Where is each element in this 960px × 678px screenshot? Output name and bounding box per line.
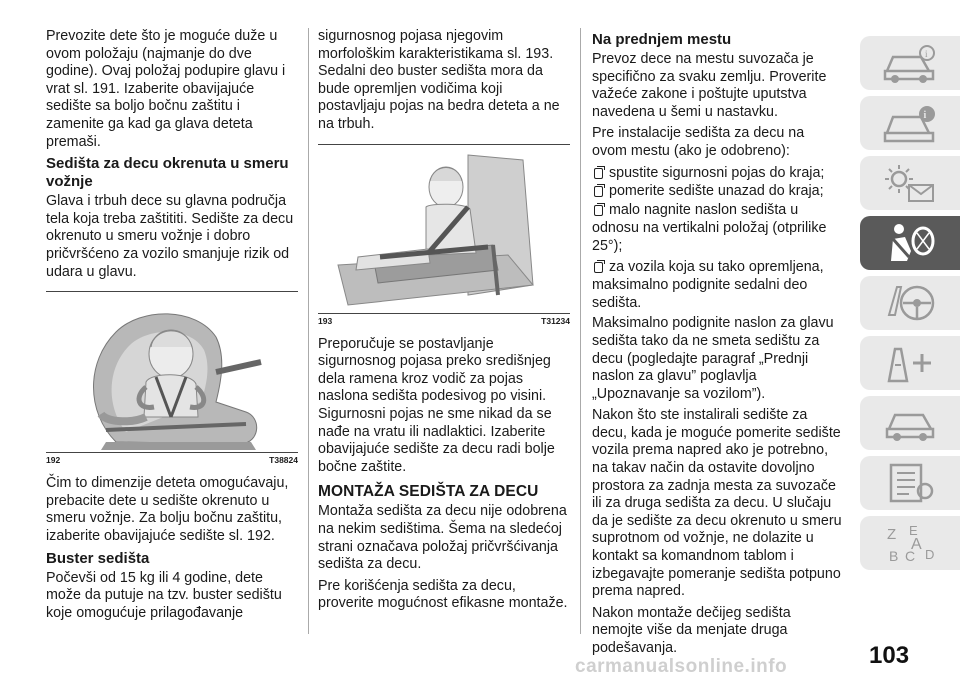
bullet-checkbox-icon bbox=[594, 168, 603, 179]
tab-warning-lights[interactable] bbox=[860, 156, 960, 210]
index-icon bbox=[881, 521, 939, 565]
emergency-icon bbox=[881, 341, 939, 385]
column-divider bbox=[308, 28, 309, 634]
column-2 bbox=[318, 28, 570, 617]
svg-text:i: i bbox=[925, 49, 928, 59]
tab-safety[interactable] bbox=[860, 216, 960, 270]
column-divider bbox=[580, 28, 581, 634]
tab-technical-data[interactable] bbox=[860, 456, 960, 510]
paragraph: Prevoz dece na mestu suvozača je specifično za svaku zemlju. Proverite važeće zakone i poštujte uputstva navedena u šemi u nastavku. bbox=[592, 51, 827, 120]
paragraph: Maksimalno podignite naslon za glavu sedišta tako da ne smeta sedištu za decu (pogledajte paragraf „Prednji naslon za glavu” poglavlja „Upoznavanje sa vozilom”). bbox=[592, 315, 834, 402]
paragraph: Montaža sedišta za decu nije odobrena na nekim sedištima. Šema na sledećoj strani označava položaj pričvršćivanja sedišta za decu. bbox=[318, 503, 567, 573]
paragraph: Preporučuje se postavljanje sigurnosnog pojasa preko središnjeg dela ramena kroz vodič za pojas naslona sedišta podesivog po visini. Sigurnosni pojas ne sme nikad da se nađe na vratu ili nadlaktici. Izaberite obavijajuće sedište za decu radi bolje bočne zaštite. bbox=[318, 335, 555, 475]
chapter-tabs bbox=[852, 36, 960, 576]
figure-193 bbox=[318, 144, 570, 326]
bullet-item bbox=[592, 202, 842, 220]
bullet-continuation: maksimalno podignite sedalni deo sedišta. bbox=[592, 277, 808, 311]
section-heading-installation: MONTAŽA SEDIŠTA ZA DECU bbox=[318, 483, 539, 501]
bullet-item bbox=[592, 165, 842, 183]
page-number: 103 bbox=[869, 642, 910, 669]
svg-text:Z: Z bbox=[887, 526, 897, 543]
child-seat-forward-illustration bbox=[46, 292, 298, 452]
tab-car-key[interactable] bbox=[860, 96, 960, 150]
figure-code: T38824 bbox=[269, 455, 298, 466]
paragraph: Nakon montaže dečijeg sedišta nemojte više da menjate druga podešavanja. bbox=[592, 604, 791, 656]
figure-number: 192 bbox=[46, 455, 61, 466]
svg-text:i: i bbox=[923, 110, 927, 121]
paragraph: Nakon što ste instalirali sedište za decu, kada je moguće pomerite sedište vozila prema napred ako je potrebno, na takav način da ostavite dovoljno prostora za zadnja mesta za suvozače ili za druga sedišta za decu. U slučaju da je sedište za decu okrenuto u smeru suprotnom od vožnje, ne dolazite u kontakt sa komandnom tablom i izbegavajte pomeranje sedišta potpuno prema napred. bbox=[592, 407, 842, 600]
figure-192 bbox=[46, 291, 298, 465]
paragraph: sigurnosnog pojasa njegovim morfološkim karakteristikama sl. 193. Sedalni deo buster sedišta mora da bude opremljen vodičima koji postavljaju pojas na bedra deteta a ne na trbuh. bbox=[318, 28, 560, 132]
bullet-text: za vozila koja su tako opremljena, bbox=[609, 258, 824, 275]
paragraph: Pre korišćenja sedišta za decu, proverite mogućnost efikasne montaže. bbox=[318, 577, 568, 612]
paragraph: Počevši od 15 kg ili 4 godine, dete može da putuje na tzv. buster sedištu koje omogućuje prilagođavanje bbox=[46, 569, 282, 621]
figure-caption bbox=[46, 453, 298, 465]
starting-driving-icon bbox=[881, 281, 939, 325]
figure-code: T31234 bbox=[541, 315, 570, 326]
svg-text:D: D bbox=[925, 547, 935, 562]
svg-text:A: A bbox=[911, 536, 922, 553]
tab-index[interactable] bbox=[860, 516, 960, 570]
bullet-checkbox-icon bbox=[594, 186, 603, 197]
watermark: carmanualsonline.info bbox=[575, 656, 788, 677]
heading-forward-facing: Sedišta za decu okrenuta u smeru vožnje bbox=[46, 155, 289, 191]
svg-text:E: E bbox=[909, 523, 918, 538]
bullet-checkbox-icon bbox=[594, 262, 603, 273]
seatbelt-airbag-icon bbox=[881, 221, 939, 265]
column-1 bbox=[46, 28, 298, 626]
bullet-continuation: odnosu na vertikalni položaj (otprilike 25°); bbox=[592, 220, 827, 254]
bullet-text: malo nagnite naslon sedišta u bbox=[609, 201, 799, 218]
technical-data-icon bbox=[881, 461, 939, 505]
paragraph: Prevozite dete što je moguće duže u ovom položaju (najmanje do dve godine). Ovaj položaj podupire glavu i vrat sl. 191. Izaberite obavijajuće sedište sa boljo bočnu zaštitu i zamenite ga kad ga glava deteta premaši. bbox=[46, 28, 286, 150]
bullet-item bbox=[592, 183, 842, 201]
bullet-text: spustite sigurnosni pojas do kraja; bbox=[609, 164, 825, 181]
heading-front-seat: Na prednjem mestu bbox=[592, 31, 732, 48]
tab-maintenance[interactable] bbox=[860, 396, 960, 450]
tab-car-info[interactable] bbox=[860, 36, 960, 90]
warning-lights-icon bbox=[881, 161, 939, 205]
figure-caption bbox=[318, 314, 570, 326]
booster-seat-illustration bbox=[318, 145, 570, 313]
paragraph: Čim to dimenzije deteta omogućavaju, prebacite dete u sedište okrenuto u smeru vožnje. Za bolju bočnu zaštitu, izaberite obavijajuće sedište sl. 192. bbox=[46, 475, 289, 544]
svg-text:B: B bbox=[889, 548, 899, 564]
car-maintenance-icon bbox=[881, 401, 939, 445]
bullet-text: pomerite sedište unazad do kraja; bbox=[609, 183, 824, 200]
paragraph: Pre instalacije sedišta za decu na ovom mestu (ako je odobreno): bbox=[592, 125, 805, 159]
car-dashboard-icon bbox=[881, 101, 939, 145]
tab-starting-driving[interactable] bbox=[860, 276, 960, 330]
bullet-checkbox-icon bbox=[594, 205, 603, 216]
figure-number: 193 bbox=[318, 315, 333, 326]
svg-text:C: C bbox=[905, 548, 916, 564]
tab-emergency[interactable] bbox=[860, 336, 960, 390]
paragraph: Glava i trbuh dece su glavna područja tela koja treba zaštititi. Sedište za decu okrenuto u smeru vožnje i dobro pričvršćeno za vozilo smanjuje rizik od udara u glavu. bbox=[46, 193, 294, 280]
heading-booster: Buster sedišta bbox=[46, 549, 150, 567]
bullet-item bbox=[592, 259, 842, 277]
column-3 bbox=[592, 28, 842, 662]
car-info-icon bbox=[881, 41, 939, 85]
